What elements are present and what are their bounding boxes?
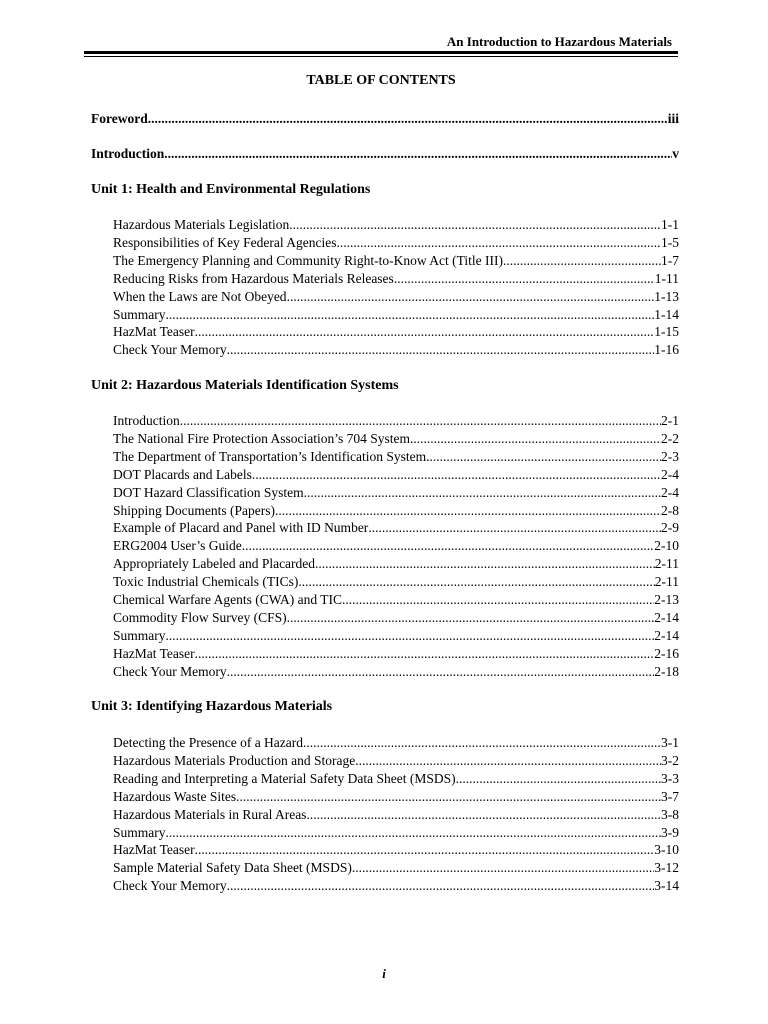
toc-entry-page: 2-14 (654, 609, 679, 625)
toc-entry-title: HazMat Teaser (113, 645, 195, 661)
toc-entry-title: Hazardous Materials Legislation (113, 217, 290, 232)
toc-entry-page: 1-16 (654, 342, 679, 358)
toc-entry-page: 3-8 (661, 806, 679, 822)
toc-entry-page: 3-12 (654, 860, 679, 876)
toc-entry-page: 2-11 (654, 556, 679, 572)
toc-leader-dots (503, 252, 661, 270)
toc-leader-dots (355, 752, 661, 770)
toc-entry-page: v (672, 146, 679, 161)
toc-leader-dots (426, 448, 661, 466)
toc-entry-page: 3-10 (654, 842, 679, 858)
toc-entry-title: Introduction (91, 146, 165, 161)
toc-entry-page: 1-11 (654, 270, 679, 286)
toc-entry-title: The National Fire Protection Association’s 704 System (113, 430, 410, 446)
toc-entry[interactable] (113, 806, 679, 824)
toc-entry-title: Summary (113, 306, 166, 322)
toc-leader-dots (166, 306, 655, 324)
toc-entry-page: 2-4 (661, 466, 679, 482)
toc-entry-title: Foreword (91, 111, 148, 126)
toc-leader-dots (306, 806, 661, 824)
toc-leader-dots (456, 770, 661, 788)
toc-entry-title: Commodity Flow Survey (CFS) (113, 609, 287, 625)
toc-entry[interactable] (113, 555, 679, 573)
toc-entry-title: Appropriately Labeled and Placarded (113, 556, 316, 572)
toc-leader-dots (236, 788, 661, 806)
toc-entry-title: The Emergency Planning and Community Right-to-Know Act (Title III) (113, 252, 503, 268)
toc-entry-page: 3-14 (654, 878, 679, 894)
toc-entry[interactable] (113, 537, 679, 555)
toc-leader-dots (227, 663, 655, 681)
toc-entry[interactable] (113, 466, 679, 484)
toc-leader-dots (303, 734, 661, 752)
toc-entry[interactable] (113, 824, 679, 842)
unit-heading: Unit 3: Identifying Hazardous Materials (91, 699, 333, 714)
toc-entry-title: DOT Placards and Labels (113, 466, 252, 482)
toc-entry-page: 3-3 (661, 770, 679, 786)
toc-leader-dots (166, 627, 655, 645)
unit-heading: Unit 1: Health and Environmental Regulations (91, 182, 371, 197)
toc-leader-dots (287, 609, 655, 627)
toc-entry[interactable] (113, 573, 679, 591)
toc-entry[interactable] (113, 627, 679, 645)
toc-entry[interactable] (113, 859, 679, 877)
toc-entry[interactable] (113, 430, 679, 448)
toc-entry-page: 2-1 (661, 413, 679, 428)
toc-leader-dots (227, 341, 655, 359)
toc-entry-page: 1-5 (661, 234, 679, 250)
toc-entry[interactable] (113, 770, 679, 788)
toc-leader-dots (336, 234, 661, 252)
toc-entry-page: 2-8 (661, 502, 679, 518)
toc-entry[interactable] (113, 288, 679, 306)
toc-entry[interactable] (113, 609, 679, 627)
toc-entry[interactable] (113, 484, 679, 502)
toc-entry-title: The Department of Transportation’s Identification System (113, 448, 427, 464)
toc-entry-title: Sample Material Safety Data Sheet (MSDS) (113, 860, 352, 876)
header-rule-thin (84, 56, 678, 57)
toc-entry[interactable] (113, 502, 679, 520)
toc-entry[interactable] (113, 734, 679, 752)
toc-entry-page: 2-10 (654, 538, 679, 554)
toc-entry-page: 3-1 (661, 735, 679, 750)
toc-leader-dots (352, 859, 654, 877)
toc-entry-page: 1-14 (654, 306, 679, 322)
toc-entry[interactable] (113, 448, 679, 466)
unit-heading: Unit 2: Hazardous Materials Identification Systems (91, 378, 399, 393)
toc-entry-page: 3-9 (661, 824, 679, 840)
toc-entry-title: Chemical Warfare Agents (CWA) and TIC (113, 592, 342, 607)
toc-entry-title: DOT Hazard Classification System (113, 484, 304, 500)
toc-entry-title: When the Laws are Not Obeyed (113, 288, 287, 304)
toc-entry-title: HazMat Teaser (113, 842, 195, 858)
toc-entry-title: Shipping Documents (Papers) (113, 502, 275, 518)
toc-leader-dots (227, 877, 655, 895)
toc-leader-dots (394, 270, 655, 288)
toc-entry-title: Example of Placard and Panel with ID Number (113, 520, 369, 536)
toc-leader-dots (195, 323, 655, 341)
toc-entry-page: 3-7 (661, 788, 679, 804)
toc-leader-dots (315, 555, 655, 573)
toc-entry[interactable] (91, 145, 679, 163)
toc-entry-title: Toxic Industrial Chemicals (TICs) (113, 574, 299, 590)
toc-leader-dots (410, 430, 661, 448)
toc-entry-title: Check Your Memory (113, 663, 227, 679)
toc-entry[interactable] (113, 591, 679, 609)
toc-entry-title: Hazardous Materials in Rural Areas (113, 806, 307, 822)
toc-entry[interactable] (113, 663, 679, 681)
toc-entry[interactable] (113, 252, 679, 270)
toc-entry-title: Responsibilities of Key Federal Agencies (113, 234, 337, 250)
toc-leader-dots (164, 145, 672, 163)
toc-entry-title: Introduction (113, 413, 180, 428)
toc-entry-page: 2-13 (654, 592, 679, 607)
toc-entry[interactable] (113, 412, 679, 430)
toc-entry[interactable] (113, 234, 679, 252)
toc-entry-page: 1-1 (661, 217, 679, 232)
toc-leader-dots (368, 519, 661, 537)
toc-leader-dots (298, 573, 654, 591)
toc-entry-title: Hazardous Materials Production and Storage (113, 752, 356, 768)
toc-leader-dots (304, 484, 661, 502)
toc-entry-title: Detecting the Presence of a Hazard (113, 735, 304, 750)
toc-entry-page: 2-16 (654, 645, 679, 661)
toc-leader-dots (252, 466, 661, 484)
toc-entry-title: Hazardous Waste Sites (113, 788, 237, 804)
running-header: An Introduction to Hazardous Materials (446, 34, 672, 49)
toc-entry[interactable] (113, 341, 679, 359)
toc-entry[interactable] (113, 877, 679, 895)
toc-entry[interactable] (113, 788, 679, 806)
toc-entry[interactable] (113, 519, 679, 537)
toc-leader-dots (148, 110, 668, 128)
toc-entry-title: HazMat Teaser (113, 324, 195, 340)
toc-entry-page: 2-2 (661, 430, 679, 446)
toc-leader-dots (287, 288, 655, 306)
page-number: i (382, 966, 386, 981)
toc-entry-title: Reducing Risks from Hazardous Materials Releases (113, 270, 394, 286)
toc-entry-page: 2-3 (661, 448, 679, 464)
toc-leader-dots (289, 216, 661, 234)
toc-leader-dots (195, 645, 655, 663)
toc-entry-title: Reading and Interpreting a Material Safety Data Sheet (MSDS) (113, 770, 456, 786)
toc-leader-dots (242, 537, 655, 555)
toc-entry[interactable] (113, 216, 679, 234)
toc-entry-title: Summary (113, 627, 166, 643)
header-rule-thick (84, 51, 678, 54)
toc-entry-page: 2-9 (661, 520, 679, 536)
toc-entry-title: Summary (113, 824, 166, 840)
toc-entry[interactable] (113, 306, 679, 324)
toc-leader-dots (180, 412, 661, 430)
toc-entry[interactable] (113, 752, 679, 770)
toc-entry-page: 3-2 (661, 752, 679, 768)
toc-entry-page: 2-18 (654, 663, 679, 679)
toc-entry-title: ERG2004 User’s Guide (113, 538, 242, 554)
toc-entry-page: 1-7 (661, 252, 679, 268)
toc-entry-page: 1-15 (654, 324, 679, 340)
toc-entry[interactable] (113, 841, 679, 859)
toc-entry[interactable] (113, 645, 679, 663)
toc-entry-page: 2-11 (654, 574, 679, 590)
toc-entry-page: 2-4 (661, 484, 679, 500)
toc-entry[interactable] (91, 110, 679, 128)
toc-leader-dots (166, 824, 662, 842)
toc-entry-page: 1-13 (654, 288, 679, 304)
toc-leader-dots (275, 502, 661, 520)
toc-leader-dots (195, 841, 655, 859)
toc-entry-title: Check Your Memory (113, 342, 227, 358)
toc-entry-page: 2-14 (654, 627, 679, 643)
toc-entry[interactable] (113, 323, 679, 341)
toc-entry[interactable] (113, 270, 679, 288)
toc-entry-page: iii (667, 111, 679, 126)
toc-leader-dots (342, 591, 654, 609)
page-title: TABLE OF CONTENTS (306, 73, 456, 88)
toc-entry-title: Check Your Memory (113, 878, 227, 894)
